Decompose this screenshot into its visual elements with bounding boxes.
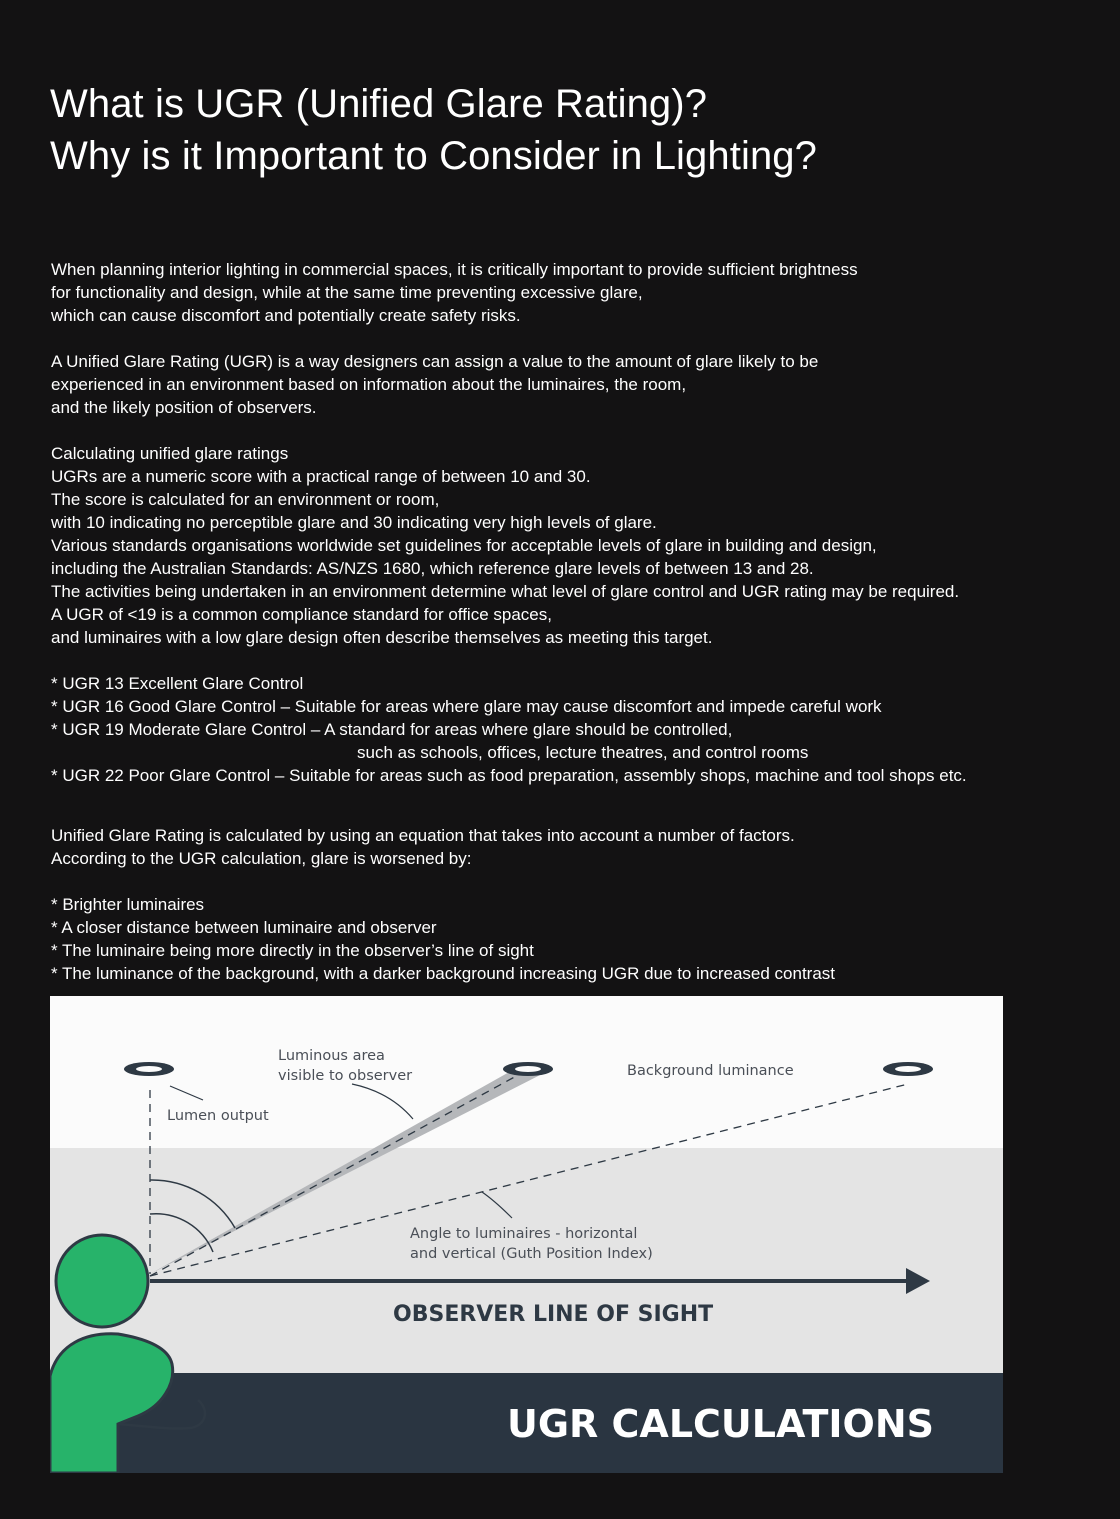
calculating-line: including the Australian Standards: AS/NZS 1680, which reference glare levels of between 13 and 28.: [51, 559, 814, 578]
ugr-diagram: [50, 996, 1003, 1473]
equation-line: Unified Glare Rating is calculated by using an equation that takes into account a number of factors.: [51, 826, 795, 845]
factor-item: * Brighter luminaires: [51, 895, 205, 914]
calculating-line: A UGR of <19 is a common compliance standard for office spaces,: [51, 605, 552, 624]
angle-label: Angle to luminaires - horizontal: [410, 1226, 638, 1242]
luminous-area-label: visible to observer: [278, 1068, 413, 1084]
angle-label: and vertical (Guth Position Index): [410, 1246, 653, 1262]
intro-line: for functionality and design, while at the same time preventing excessive glare,: [51, 283, 643, 302]
calculating-heading: Calculating unified glare ratings: [51, 444, 289, 463]
equation-line: According to the UGR calculation, glare is worsened by:: [51, 849, 472, 868]
calculating-line: and luminaires with a low glare design often describe themselves as meeting this target.: [51, 628, 713, 647]
rating-ugr-13: * UGR 13 Excellent Glare Control: [51, 674, 304, 693]
intro-line: When planning interior lighting in commercial spaces, it is critically important to provide sufficient brightness: [51, 260, 858, 279]
luminous-area-label: Luminous area: [278, 1048, 385, 1064]
rating-ugr-19: * UGR 19 Moderate Glare Control – A standard for areas where glare should be controlled,: [51, 720, 733, 739]
rating-ugr-22: * UGR 22 Poor Glare Control – Suitable for areas such as food preparation, assembly shops, machine and tool shops etc.: [51, 766, 967, 785]
definition-line: A Unified Glare Rating (UGR) is a way designers can assign a value to the amount of glare likely to be: [51, 352, 819, 371]
luminaire-1-icon: [124, 1062, 174, 1076]
luminaire-3-icon: [883, 1062, 933, 1076]
background-luminance-label: Background luminance: [627, 1063, 794, 1079]
calculating-line: UGRs are a numeric score with a practical range of between 10 and 30.: [51, 467, 591, 486]
calculating-line: Various standards organisations worldwide set guidelines for acceptable levels of glare in building and design,: [51, 536, 877, 555]
title-line-1: What is UGR (Unified Glare Rating)?: [50, 82, 708, 126]
calculating-line: The activities being undertaken in an environment determine what level of glare control and UGR rating may be required.: [51, 582, 960, 601]
factor-item: * A closer distance between luminaire and observer: [51, 918, 437, 937]
line-of-sight-label: OBSERVER LINE OF SIGHT: [393, 1302, 714, 1327]
banner-title: UGR CALCULATIONS: [507, 1402, 934, 1446]
ugr-diagram-svg: [50, 996, 1003, 1473]
page-title: [50, 78, 817, 182]
article-body: [51, 258, 967, 985]
title-line-2: Why is it Important to Consider in Lighting?: [50, 134, 817, 178]
calculating-line: with 10 indicating no perceptible glare and 30 indicating very high levels of glare.: [51, 513, 657, 532]
calculating-line: The score is calculated for an environment or room,: [51, 490, 440, 509]
intro-line: which can cause discomfort and potentially create safety risks.: [51, 306, 521, 325]
definition-line: experienced in an environment based on information about the luminaires, the room,: [51, 375, 687, 394]
rating-ugr-19-continued: such as schools, offices, lecture theatres, and control rooms: [357, 743, 809, 762]
factor-item: * The luminance of the background, with a darker background increasing UGR due to increased contrast: [51, 964, 836, 983]
definition-line: and the likely position of observers.: [51, 398, 317, 417]
factor-item: * The luminaire being more directly in the observer’s line of sight: [51, 941, 534, 960]
luminaire-2-icon: [503, 1062, 553, 1076]
rating-ugr-16: * UGR 16 Good Glare Control – Suitable for areas where glare may cause discomfort and impede careful work: [51, 697, 882, 716]
lumen-output-label: Lumen output: [167, 1108, 269, 1124]
